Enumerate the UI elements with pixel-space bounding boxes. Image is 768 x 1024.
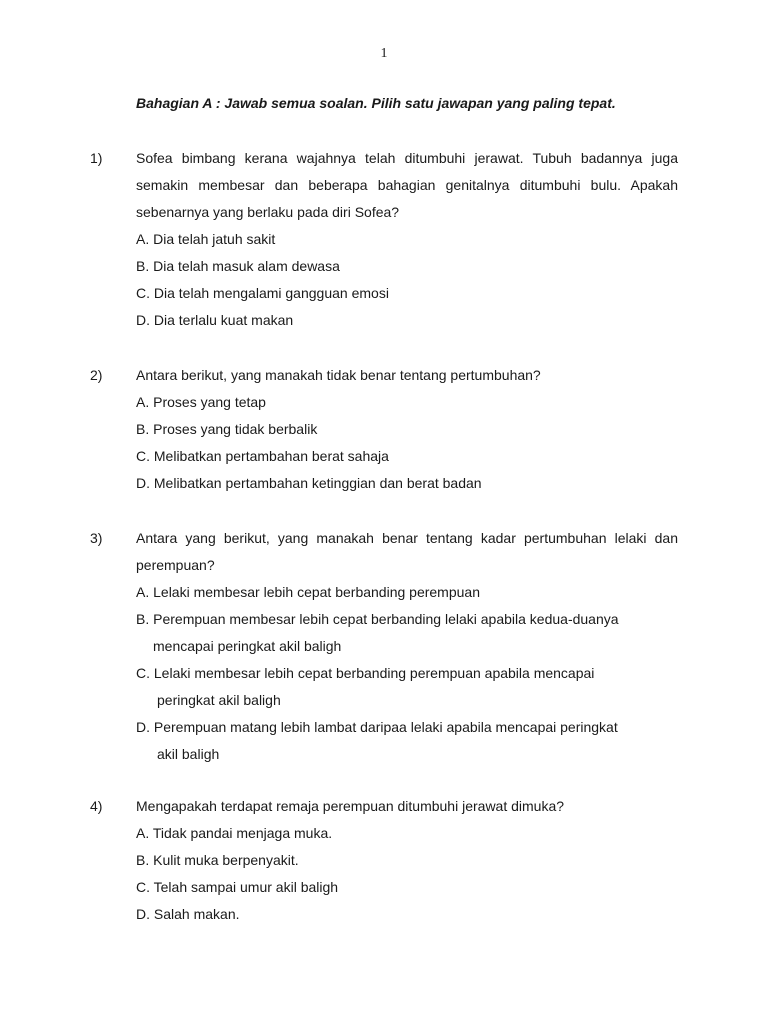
question-text: Antara yang berikut, yang manakah benar tentang kadar pertumbuhan lelaki dan perempuan? [136,530,678,573]
option-b-text: B. Perempuan membesar lebih cepat berbanding lelaki apabila kedua-duanya [136,611,619,627]
question-number: 1) [90,150,103,166]
question-number: 2) [90,367,103,383]
option-d[interactable]: D. Melibatkan pertambahan ketinggian dan berat badan [136,475,482,491]
option-c-text: C. Lelaki membesar lebih cepat berbanding perempuan apabila mencapai [136,665,595,681]
option-d[interactable]: D. Salah makan. [136,906,240,922]
question-1 [90,145,678,334]
question-body [136,793,678,928]
question-number: 3) [90,530,103,546]
question-text: Mengapakah terdapat remaja perempuan ditumbuhi jerawat dimuka? [136,798,565,814]
question-body [136,362,678,497]
page-number: 1 [380,46,388,61]
option-b[interactable] [136,606,678,660]
question-number: 4) [90,798,103,814]
option-a[interactable]: A. Lelaki membesar lebih cepat berbanding perempuan [136,584,480,600]
option-c[interactable] [136,660,678,714]
option-c[interactable]: C. Melibatkan pertambahan berat sahaja [136,448,389,464]
option-b-continuation: mencapai peringkat akil baligh [153,638,342,654]
option-c[interactable]: C. Dia telah mengalami gangguan emosi [136,285,389,301]
section-heading: Bahagian A : Jawab semua soalan. Pilih satu jawapan yang paling tepat. [136,95,616,111]
option-c-continuation: peringkat akil baligh [157,692,281,708]
question-3 [90,525,678,768]
option-d[interactable]: D. Dia terlalu kuat makan [136,312,294,328]
option-d[interactable] [136,714,678,768]
question-body [136,145,678,334]
option-b[interactable]: B. Kulit muka berpenyakit. [136,852,299,868]
question-4 [90,793,678,928]
option-d-continuation: akil baligh [157,746,220,762]
question-2 [90,362,678,497]
option-c[interactable]: C. Telah sampai umur akil baligh [136,879,339,895]
question-body [136,525,678,768]
question-text: Antara berikut, yang manakah tidak benar tentang pertumbuhan? [136,367,541,383]
option-a[interactable]: A. Tidak pandai menjaga muka. [136,825,333,841]
option-b[interactable]: B. Dia telah masuk alam dewasa [136,258,340,274]
option-b[interactable]: B. Proses yang tidak berbalik [136,421,318,437]
option-d-text: D. Perempuan matang lebih lambat daripaa lelaki apabila mencapai peringkat [136,719,618,735]
question-text: Sofea bimbang kerana wajahnya telah ditumbuhi jerawat. Tubuh badannya juga semakin membesar dan beberapa bahagian genitalnya ditumbuhi bulu. Apakah sebenarnya yang berlaku pada diri Sofea? [136,150,678,220]
option-a[interactable]: A. Proses yang tetap [136,394,266,410]
option-a[interactable]: A. Dia telah jatuh sakit [136,231,276,247]
